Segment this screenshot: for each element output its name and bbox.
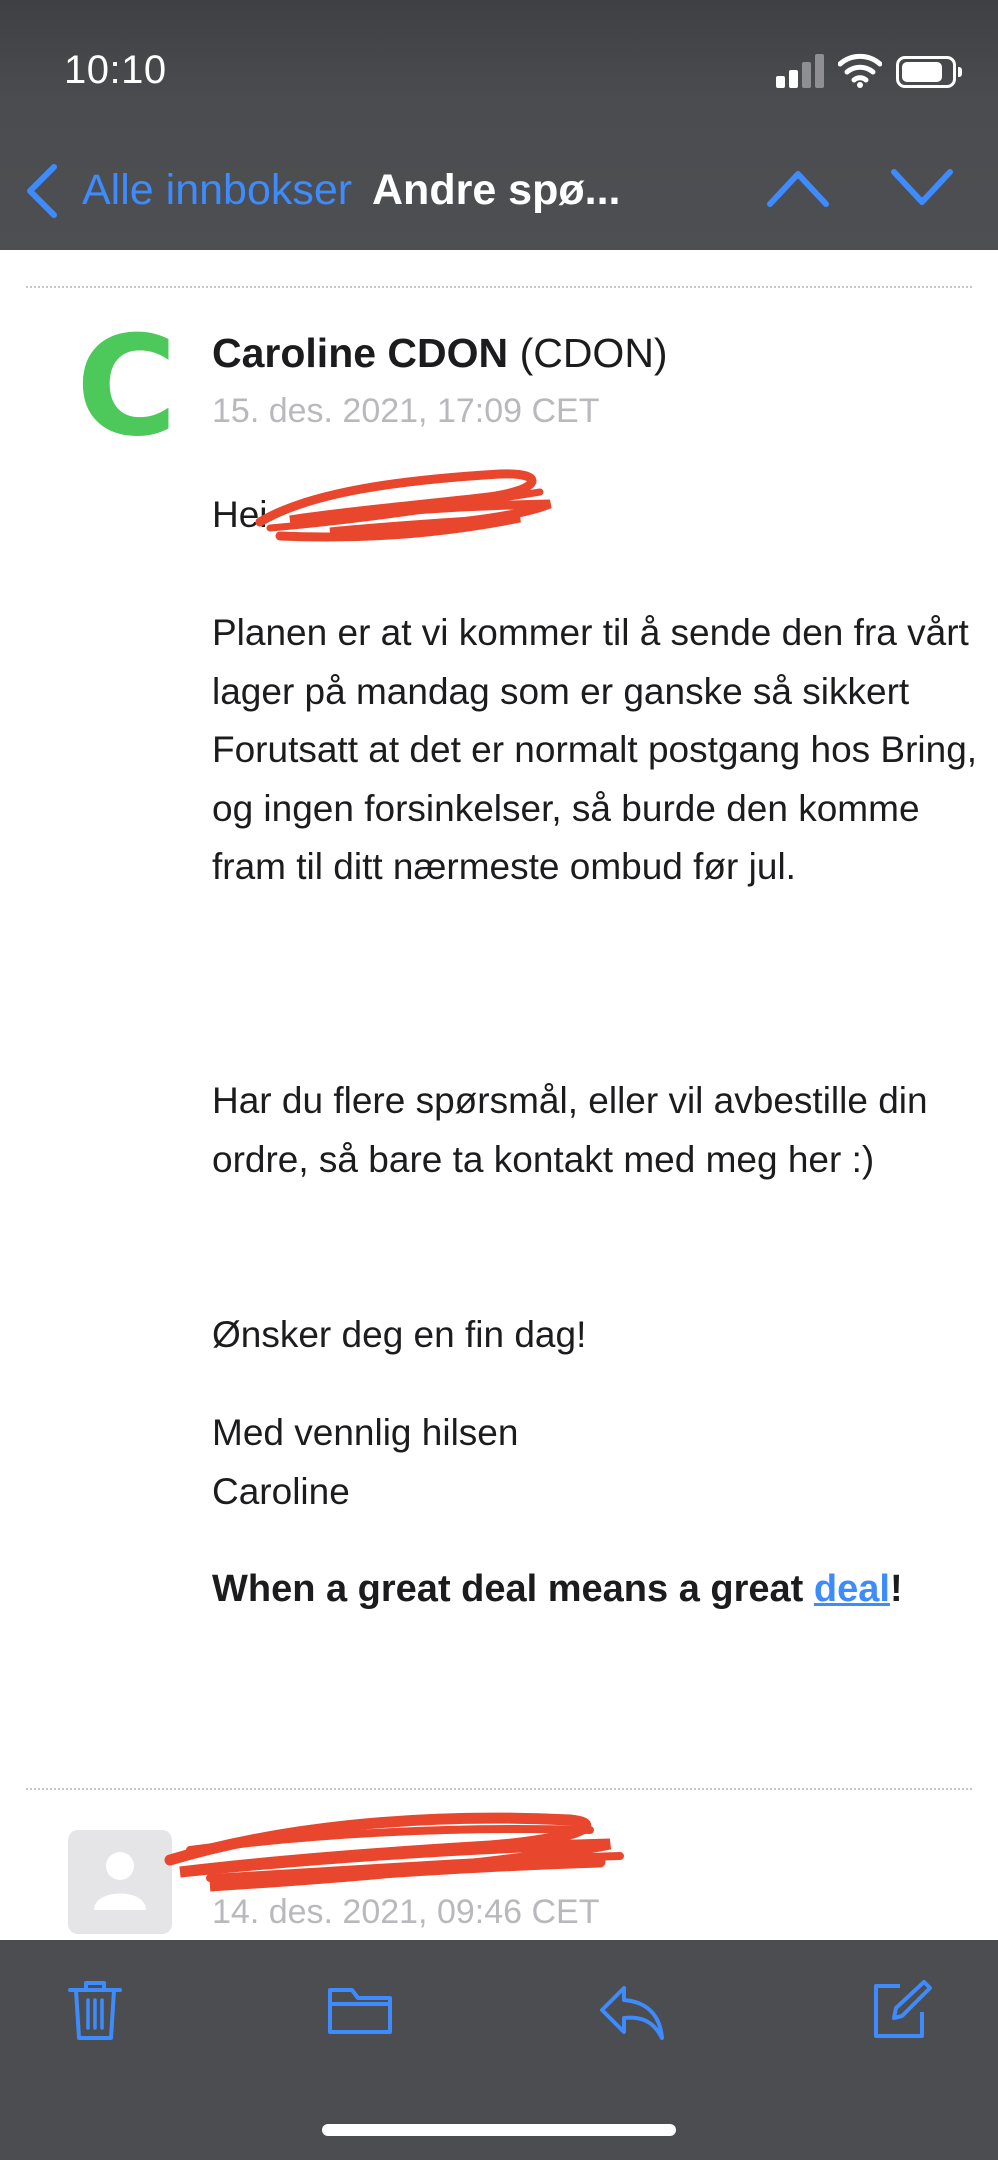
slogan-text: When a great deal means a great [212,1568,804,1610]
sender-line[interactable] [212,330,668,377]
sender-avatar: C [76,306,178,467]
back-button[interactable]: Alle innbokser [82,166,353,214]
cellular-signal-icon [776,52,824,88]
nav-title: Andre spø... [372,166,621,214]
next-message-icon[interactable] [890,168,954,208]
sender-org: (CDON) [519,330,668,376]
greeting: Hei [212,494,268,535]
reply-icon[interactable] [598,1982,666,2042]
slogan-link[interactable]: deal [813,1568,890,1610]
folder-icon[interactable] [326,1984,394,2038]
home-indicator[interactable] [322,2124,676,2136]
message-divider [26,286,972,288]
message-paragraph-1: Planen er at vi kommer til å sende den fra vårt lager på mandag som er ganske så sikkert Forutsatt at det er normalt postgang hos Bring, og ingen forsinkelser, så burde den komme fram til ditt nærmeste ombud før jul. [212,612,978,887]
top-bar [0,0,998,250]
compose-icon[interactable] [870,1978,934,2042]
signature-slogan [212,1560,982,1618]
message-paragraph-3: Ønsker deg en fin dag! [212,1314,587,1355]
message-date: 14. des. 2021, 09:46 CET [212,1893,600,1931]
message-date: 15. des. 2021, 17:09 CET [212,392,600,430]
status-icons [776,52,966,92]
message-paragraph-2: Har du flere spørsmål, eller vil avbestille din ordre, så bare ta kontakt med meg her :) [212,1080,928,1180]
trash-icon[interactable] [66,1978,124,2042]
redaction-scribble [250,462,570,552]
sender-name: Caroline CDON [212,330,509,376]
back-chevron-icon[interactable] [22,163,62,219]
previous-message-icon[interactable] [766,168,830,208]
signoff: Med vennlig hilsen Caroline [212,1412,519,1512]
wifi-icon [838,52,882,88]
battery-icon [896,56,956,88]
slogan-suffix: ! [889,1568,903,1610]
redaction-scribble [150,1790,630,1900]
status-time: 10:10 [64,48,167,92]
